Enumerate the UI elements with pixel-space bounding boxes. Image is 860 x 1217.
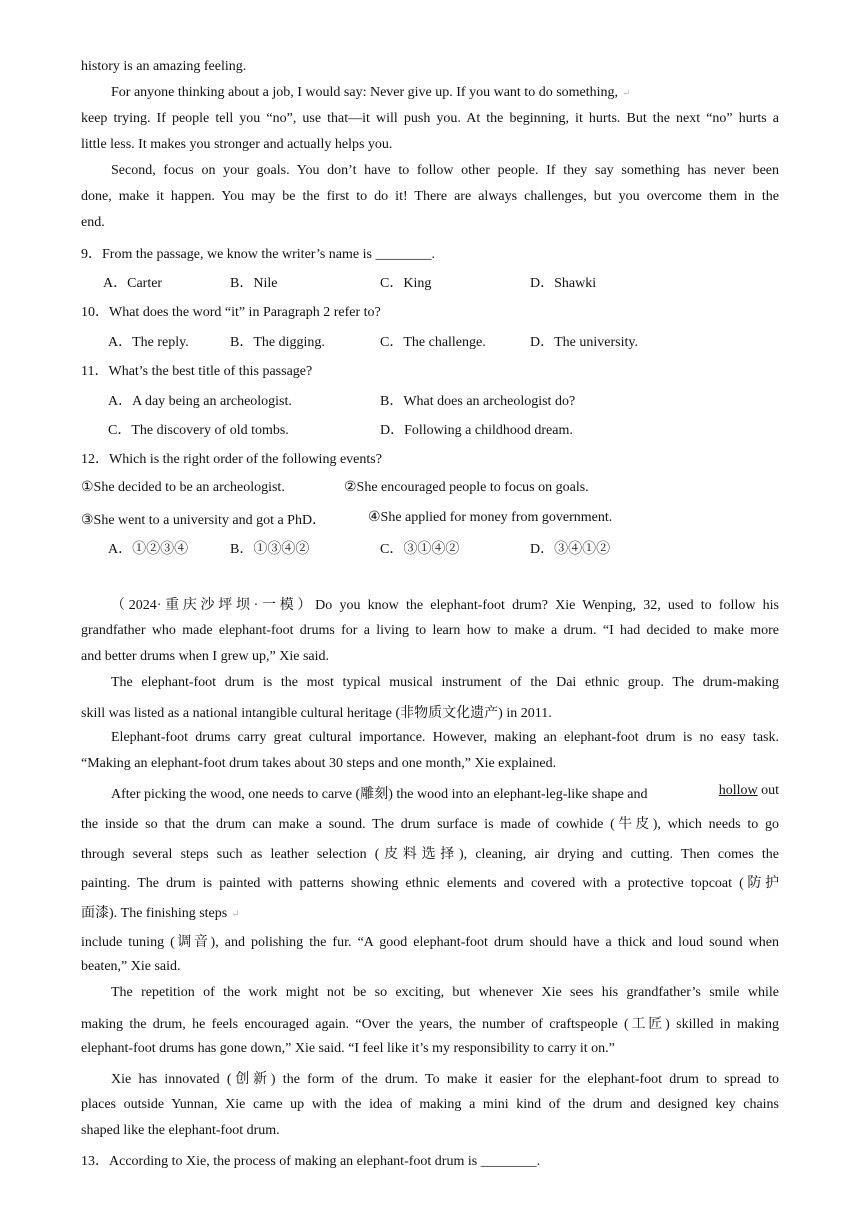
passage2-line: places outside Yunnan, Xie came up with the idea of making a mini kind of the drum and designed key chains bbox=[81, 1097, 779, 1112]
question-9-option-d: D．Shawki bbox=[530, 276, 597, 291]
passage1-line bbox=[111, 85, 630, 101]
passage2-text: After picking the wood, one needs to carve (雕刻) the wood into an elephant-leg-like shape and bbox=[111, 787, 648, 802]
question-11-option-d: D．Following a childhood dream. bbox=[380, 423, 573, 438]
passage2-line: Xie has innovated (创新) the form of the drum. To make it easier for the elephant-foot drum to spread to bbox=[111, 1072, 779, 1087]
question-12-option-b: B．①③④② bbox=[230, 542, 310, 557]
passage2-line: painting. The drum is painted with patterns showing ethnic elements and covered with a protective topcoat (防护 bbox=[81, 876, 779, 891]
passage2-line bbox=[81, 902, 240, 922]
paragraph-mark: ↵ bbox=[622, 88, 631, 99]
passage2-line: （2024·重庆沙坪坝·一模）Do you know the elephant-foot drum? Xie Wenping, 32, used to follow his bbox=[111, 598, 779, 613]
question-10-option-c: C．The challenge. bbox=[380, 335, 486, 350]
passage2-line: beaten,” Xie said. bbox=[81, 959, 181, 974]
question-11-option-a: A．A day being an archeologist. bbox=[108, 394, 292, 409]
passage2-line: grandfather who made elephant-foot drums for a living to learn how to make a drum. “I had decided to make more bbox=[81, 623, 779, 638]
question-9-option-c: C．King bbox=[380, 276, 432, 291]
passage2-line: shaped like the elephant-foot drum. bbox=[81, 1123, 280, 1138]
passage2-line: Elephant-foot drums carry great cultural importance. However, making an elephant-foot drum is no easy task. bbox=[111, 730, 779, 745]
passage2-text: out bbox=[761, 783, 779, 798]
underlined-word: hollow bbox=[718, 783, 758, 798]
passage2-line: The repetition of the work might not be so exciting, but whenever Xie sees his grandfather’s smile while bbox=[111, 985, 779, 1000]
question-12-event-4: ④She applied for money from government. bbox=[368, 510, 613, 525]
question-12-stem: 12．Which is the right order of the following events? bbox=[81, 452, 382, 467]
passage2-line bbox=[111, 783, 779, 803]
question-12-event-2: ②She encouraged people to focus on goals. bbox=[344, 480, 589, 495]
question-11-stem: 11．What’s the best title of this passage? bbox=[81, 364, 313, 379]
question-11-option-b: B．What does an archeologist do? bbox=[380, 394, 576, 409]
question-12-event-1: ①She decided to be an archeologist. bbox=[81, 480, 285, 495]
passage2-line: “Making an elephant-foot drum takes about 30 steps and one month,” Xie explained. bbox=[81, 756, 557, 771]
passage2-line: include tuning (调音), and polishing the fur. “A good elephant-foot drum should have a thick and loud sound when bbox=[81, 935, 779, 950]
question-10-option-b: B．The digging. bbox=[230, 335, 325, 350]
passage2-line: elephant-foot drums has gone down,” Xie said. “I feel like it’s my responsibility to carry it on.” bbox=[81, 1041, 615, 1056]
passage2-line: skill was listed as a national intangible cultural heritage (非物质文化遗产) in 2011. bbox=[81, 706, 552, 721]
passage1-line: done, make it happen. You may be the first to do it! There are always challenges, but you overcome them in the bbox=[81, 189, 779, 204]
question-12-option-a: A．①②③④ bbox=[108, 542, 189, 557]
paragraph-mark: ↵ bbox=[231, 909, 240, 920]
question-13-stem: 13．According to Xie, the process of making an elephant-foot drum is ________. bbox=[81, 1154, 541, 1169]
question-9-option-a: A．Carter bbox=[103, 276, 163, 291]
passage2-line: The elephant-foot drum is the most typical musical instrument of the Dai ethnic group. The drum-making bbox=[111, 675, 779, 690]
passage2-line: making the drum, he feels encouraged again. “Over the years, the number of craftspeople (工匠) skilled in making bbox=[81, 1017, 779, 1032]
passage2-line: through several steps such as leather selection (皮料选择), cleaning, air drying and cutting. Then comes the bbox=[81, 847, 779, 862]
passage2-line: the inside so that the drum can make a sound. The drum surface is made of cowhide (牛皮), which needs to go bbox=[81, 817, 779, 832]
question-12-event-3: ③She went to a university and got a PhD． bbox=[81, 513, 327, 528]
passage1-line: history is an amazing feeling. bbox=[81, 59, 247, 74]
passage1-line: little less. It makes you stronger and actually helps you. bbox=[81, 137, 393, 152]
passage2-text: 面漆). The finishing steps bbox=[81, 906, 228, 921]
question-11-option-c: C．The discovery of old tombs. bbox=[108, 423, 289, 438]
question-12-option-d: D．③④①② bbox=[530, 542, 611, 557]
question-9-option-b: B．Nile bbox=[230, 276, 278, 291]
passage2-line: and better drums when I grew up,” Xie said. bbox=[81, 649, 330, 664]
passage1-line: end. bbox=[81, 215, 105, 230]
passage1-text: For anyone thinking about a job, I would say: Never give up. If you want to do something, bbox=[111, 85, 619, 100]
question-12-option-c: C．③①④② bbox=[380, 542, 460, 557]
question-10-stem: 10．What does the word “it” in Paragraph 2 refer to? bbox=[81, 305, 381, 320]
question-10-option-a: A．The reply. bbox=[108, 335, 189, 350]
passage2-text-tail bbox=[719, 783, 779, 803]
question-9-stem: 9．From the passage, we know the writer’s name is ________. bbox=[81, 247, 435, 262]
question-10-option-d: D．The university. bbox=[530, 335, 638, 350]
passage1-line: Second, focus on your goals. You don’t have to follow other people. If they say something has never been bbox=[111, 163, 779, 178]
passage1-line: keep trying. If people tell you “no”, use that—it will push you. At the beginning, it hurts. But the next “no” hurts a bbox=[81, 111, 779, 126]
